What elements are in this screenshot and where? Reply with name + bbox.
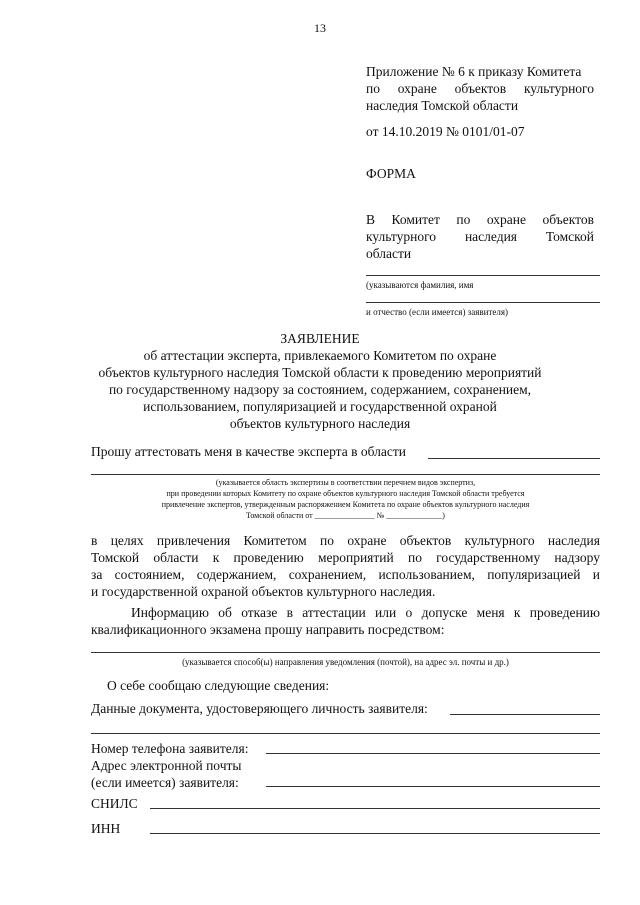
notification-paragraph (91, 604, 600, 638)
applicant-patronymic-field[interactable] (366, 302, 600, 303)
title-line: использованием, популяризацией и государственной охраной (143, 399, 497, 414)
title-line: по государственному надзору за состоянием, содержанием, сохранением, (108, 382, 532, 397)
notification-hint: (указывается способ(ы) направления уведомления (почтой), на адрес эл. почты и др.) (182, 657, 509, 667)
addressee-line-2 (366, 228, 594, 245)
addressee-word: Комитет (391, 212, 440, 227)
id-document-label: Данные документа, удостоверяющего личность заявителя: (91, 701, 428, 716)
purpose-line: и государственной охраной объектов культурного наследия. (91, 584, 436, 599)
request-label: Прошу аттестовать меня в качестве эксперта в области (91, 444, 406, 459)
document-title (40, 330, 600, 432)
purpose-line: в целях привлечения Комитетом по охране объектов культурного наследия (91, 533, 600, 548)
appendix-word: объектов (454, 81, 507, 96)
addressee-word: В (366, 212, 376, 227)
inn-field[interactable] (150, 833, 600, 834)
appendix-line-2 (366, 80, 594, 97)
email-label-2: (если имеется) заявителя: (91, 775, 239, 790)
addressee-word: по (456, 212, 471, 227)
hint-line: привлечение экспертов, утвержденным распоряжением Комитета по охране объектов культурного наследия (161, 500, 530, 509)
snils-field[interactable] (150, 808, 600, 809)
notification-method-field[interactable] (91, 652, 600, 653)
request-hint (91, 477, 600, 521)
addressee-word: наследия (464, 229, 517, 244)
addressee-word: Томской (545, 229, 594, 244)
id-document-field[interactable] (450, 714, 600, 715)
appendix-word: культурного (523, 81, 594, 96)
expertise-area-field[interactable] (428, 458, 600, 459)
phone-field[interactable] (266, 753, 600, 754)
hint-line: (указывается область экспертизы в соответствии перечнем видов экспертиз, (215, 478, 476, 487)
appendix-line-3: наследия Томской области (366, 98, 519, 113)
appendix-line-1: Приложение № 6 к приказу Комитета (366, 64, 582, 79)
addressee-line-1 (366, 211, 594, 228)
title-line: об аттестации эксперта, привлекаемого Комитетом по охране (143, 348, 497, 363)
purpose-paragraph (91, 532, 600, 600)
phone-label: Номер телефона заявителя: (91, 741, 249, 756)
addressee-word: культурного (366, 229, 437, 244)
page-number: 13 (314, 21, 326, 35)
id-document-field-2[interactable] (91, 733, 600, 734)
inn-label: ИНН (91, 821, 121, 836)
notification-line: квалификационного экзамена прошу направить посредством: (91, 622, 445, 637)
email-field[interactable] (266, 786, 600, 787)
hint-patronymic: и отчество (если имеется) заявителя) (366, 307, 508, 317)
expertise-area-field-2[interactable] (91, 474, 600, 475)
about-intro: О себе сообщаю следующие сведения: (107, 678, 330, 693)
email-label-1: Адрес электронной почты (91, 758, 242, 773)
title-line: объектов культурного наследия (229, 416, 411, 431)
addressee-word: объектов (542, 212, 594, 227)
hint-line: Томской области от _______________ № ______________) (246, 511, 445, 520)
hint-line: при проведении которых Комитету по охране объектов культурного наследия Томской области требуется (166, 489, 525, 498)
snils-label: СНИЛС (91, 796, 138, 811)
form-label: ФОРМА (366, 166, 416, 181)
purpose-line: Томской области к проведению мероприятий по государственному надзору (91, 550, 600, 565)
appendix-word: по (366, 81, 380, 96)
purpose-line: за состоянием, содержанием, сохранением, использованием, популяризацией и (91, 567, 600, 582)
addressee-word: охране (486, 212, 527, 227)
appendix-date: от 14.10.2019 № 0101/01-07 (366, 124, 525, 139)
notification-line: Информацию об отказе в аттестации или о допуске меня к проведению (131, 605, 600, 620)
addressee-block (366, 211, 594, 262)
title-heading: ЗАЯВЛЕНИЕ (280, 331, 360, 346)
hint-name: (указываются фамилия, имя (366, 280, 474, 290)
appendix-word: охране (397, 81, 437, 96)
applicant-name-field[interactable] (366, 275, 600, 276)
title-line: объектов культурного наследия Томской области к проведению мероприятий (98, 365, 542, 380)
addressee-line-3: области (366, 246, 412, 261)
appendix-block (366, 63, 594, 140)
